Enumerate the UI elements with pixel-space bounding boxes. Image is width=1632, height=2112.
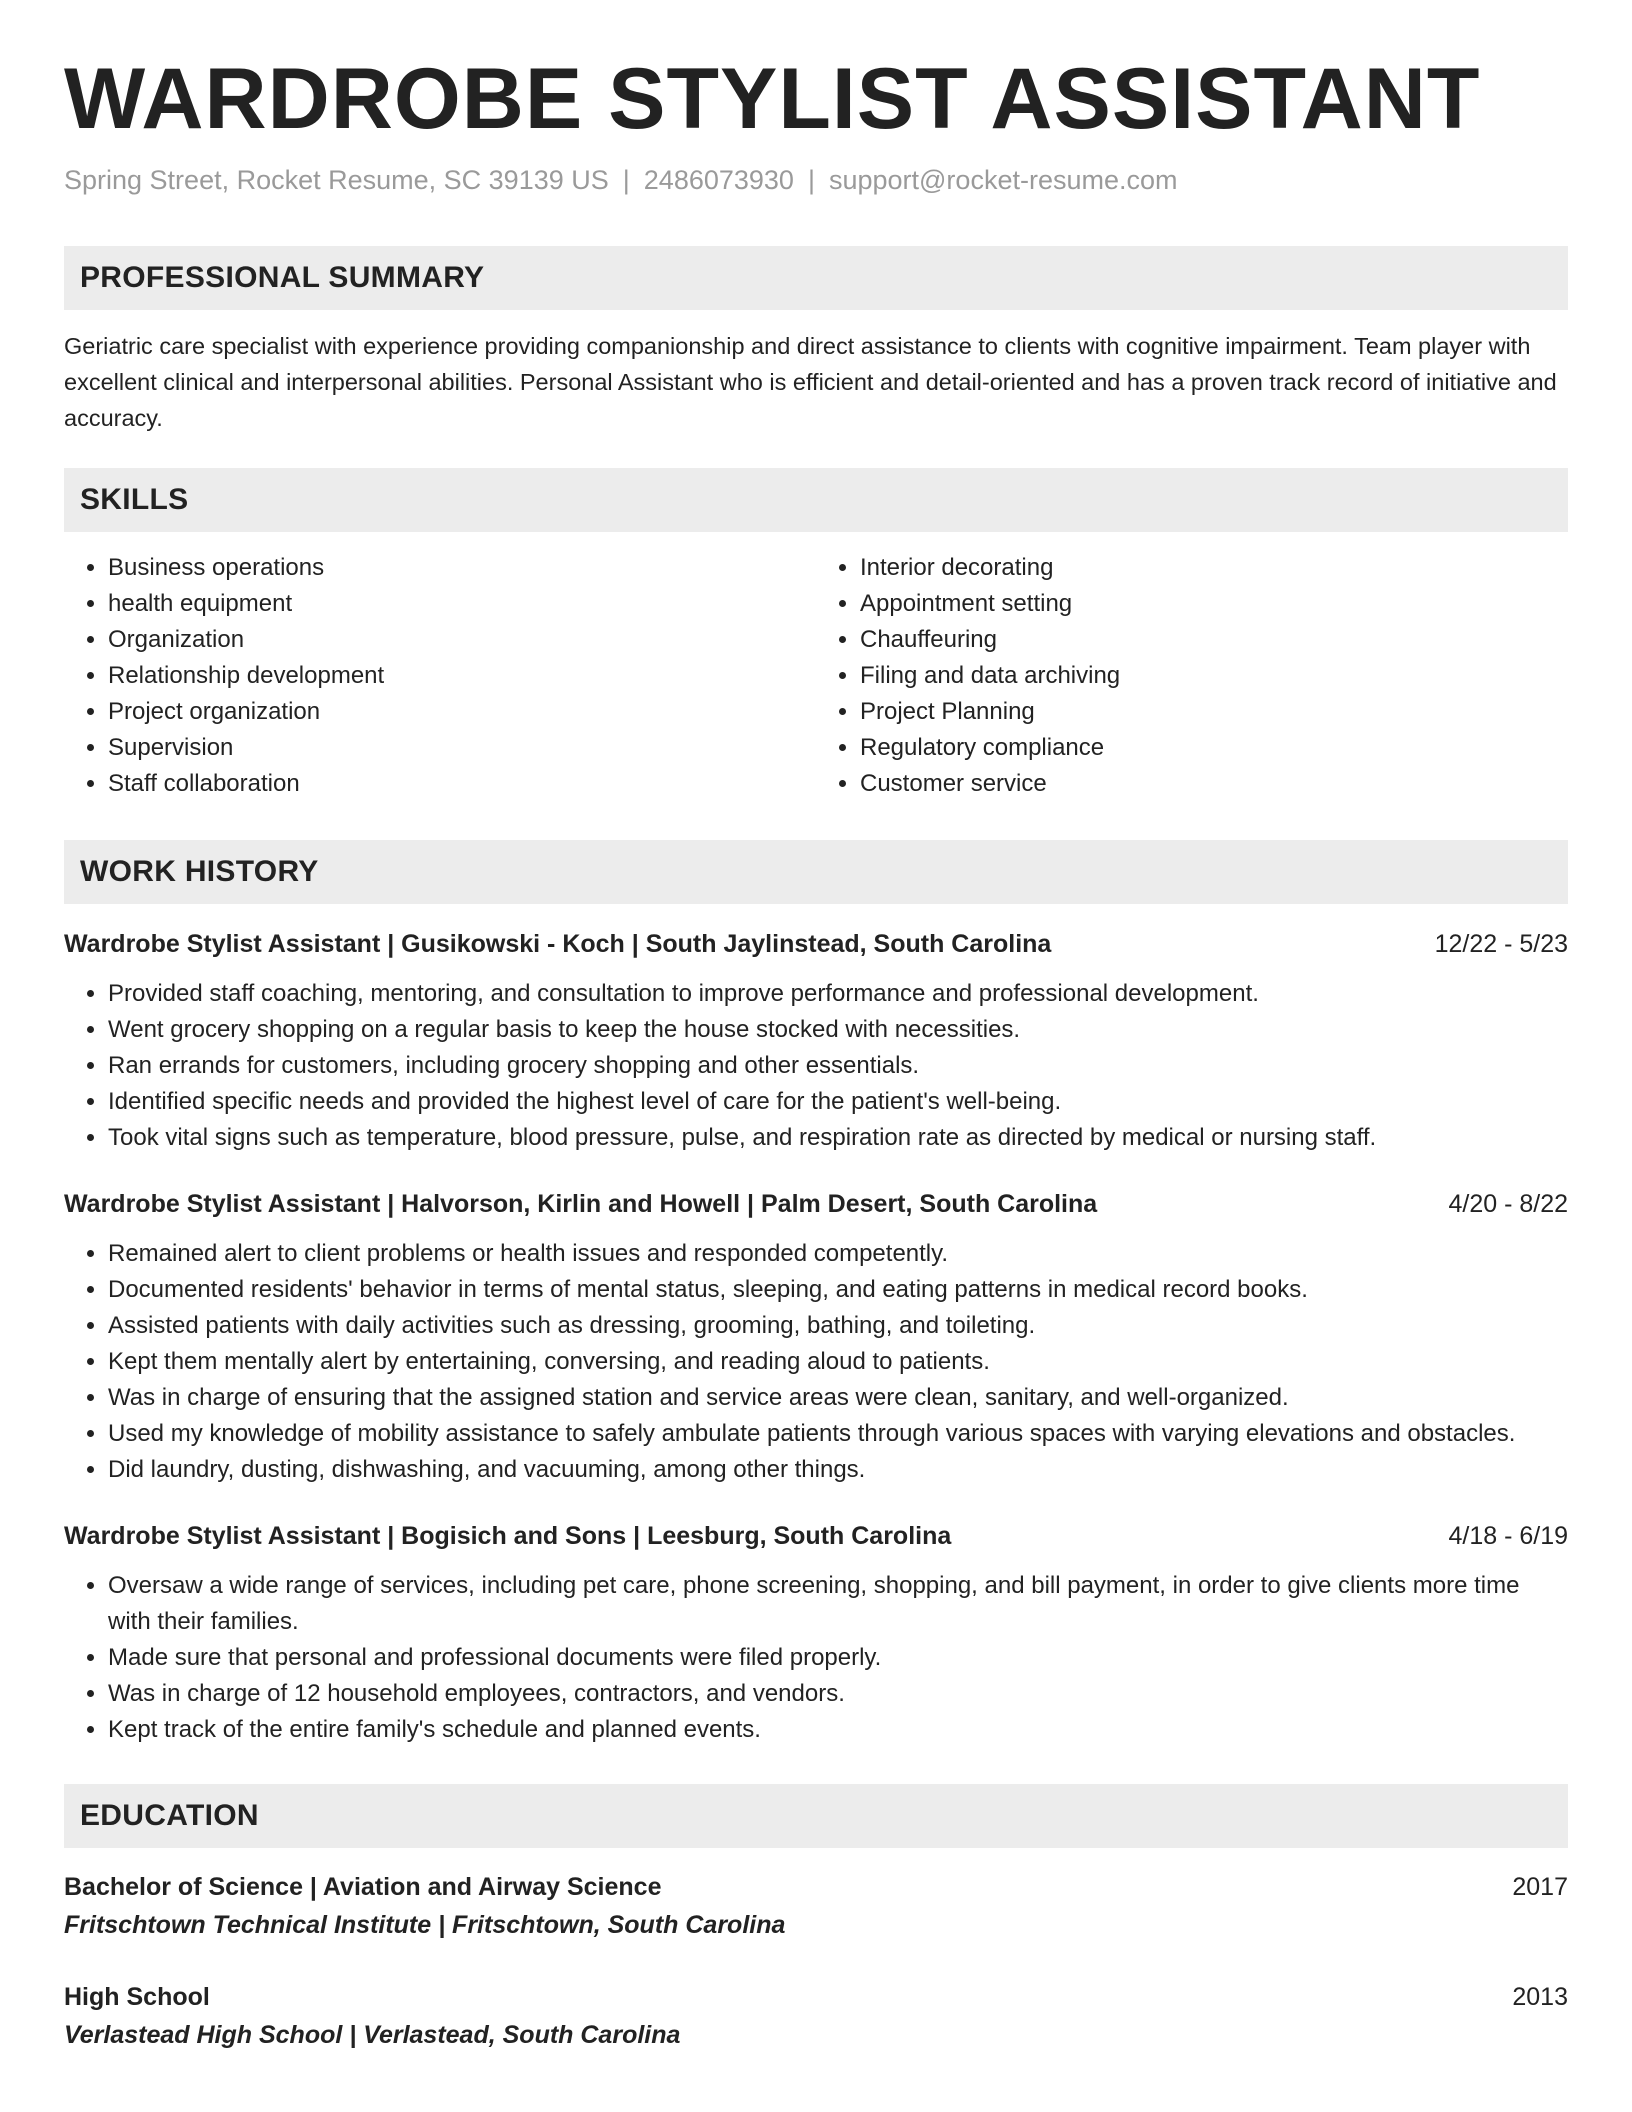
- education-year: 2017: [1512, 1873, 1568, 1902]
- job-entry: [64, 1186, 1568, 1488]
- job-bullet: • Took vital signs such as temperature, blood pressure, pulse, and respiration rate as directed by medical or nursing staff.: [108, 1120, 1568, 1156]
- section-header-skills: SKILLS: [64, 468, 1568, 532]
- education-degree: Bachelor of Science | Aviation and Airway Science: [64, 1873, 662, 1902]
- skill-item: • Filing and data archiving: [860, 658, 1568, 694]
- education-header: [64, 1978, 1568, 2016]
- skill-item: • Project organization: [108, 694, 816, 730]
- section-header-summary: PROFESSIONAL SUMMARY: [64, 246, 1568, 310]
- skill-item: • health equipment: [108, 586, 816, 622]
- job-dates: 12/22 - 5/23: [1434, 930, 1568, 959]
- job-bullet: • Documented residents' behavior in terms of mental status, sleeping, and eating patterns in medical record books.: [108, 1272, 1568, 1308]
- education-school: Fritschtown Technical Institute | Fritschtown, South Carolina: [64, 1911, 786, 1940]
- skill-item: • Customer service: [860, 766, 1568, 802]
- job-bullet: • Assisted patients with daily activities such as dressing, grooming, bathing, and toileting.: [108, 1308, 1568, 1344]
- contact-separator: |: [622, 165, 630, 195]
- job-bullet: • Used my knowledge of mobility assistance to safely ambulate patients through various spaces with varying elevations and obstacles.: [108, 1416, 1568, 1452]
- job-bullet: • Kept track of the entire family's schedule and planned events.: [108, 1712, 1568, 1748]
- skill-item: • Organization: [108, 622, 816, 658]
- job-bullet: • Provided staff coaching, mentoring, and consultation to improve performance and professional development.: [108, 976, 1568, 1012]
- contact-email: support@rocket-resume.com: [828, 165, 1178, 195]
- job-bullets: [64, 976, 1568, 1156]
- education-school: Verlastead High School | Verlastead, South Carolina: [64, 2021, 681, 2050]
- job-bullet: • Did laundry, dusting, dishwashing, and vacuuming, among other things.: [108, 1452, 1568, 1488]
- section-header-work-history: WORK HISTORY: [64, 840, 1568, 904]
- education-header: [64, 1868, 1568, 1906]
- section-header-education: EDUCATION: [64, 1784, 1568, 1848]
- education-entry: [64, 1868, 1568, 1944]
- education-entry: [64, 1978, 1568, 2054]
- skill-item: • Relationship development: [108, 658, 816, 694]
- summary-text: Geriatric care specialist with experience providing companionship and direct assistance to clients with cognitive impairment. Team player with excellent clinical and interpersonal abilities. Personal Assistant who is efficient and detail-oriented and has a proven track record of initiative and accuracy.: [64, 333, 1557, 432]
- job-header: [64, 926, 1568, 962]
- skill-item: • Chauffeuring: [860, 622, 1568, 658]
- education-year: 2013: [1512, 1983, 1568, 2012]
- job-bullet: • Remained alert to client problems or health issues and responded competently.: [108, 1236, 1568, 1272]
- job-bullets: [64, 1236, 1568, 1488]
- job-dates: 4/20 - 8/22: [1448, 1190, 1568, 1219]
- job-title: Wardrobe Stylist Assistant | Bogisich and Sons | Leesburg, South Carolina: [64, 1522, 952, 1551]
- skills-column-right: [816, 550, 1568, 802]
- job-header: [64, 1186, 1568, 1222]
- job-title: Wardrobe Stylist Assistant | Halvorson, Kirlin and Howell | Palm Desert, South Carolina: [64, 1190, 1098, 1219]
- skill-item: • Staff collaboration: [108, 766, 816, 802]
- skill-item: • Project Planning: [860, 694, 1568, 730]
- skill-item: • Appointment setting: [860, 586, 1568, 622]
- job-bullet: • Ran errands for customers, including grocery shopping and other essentials.: [108, 1048, 1568, 1084]
- job-bullets: [64, 1568, 1568, 1748]
- skills-column-left: [64, 550, 816, 802]
- job-dates: 4/18 - 6/19: [1448, 1522, 1568, 1551]
- job-bullet: • Made sure that personal and professional documents were filed properly.: [108, 1640, 1568, 1676]
- contact-separator: |: [807, 165, 815, 195]
- candidate-name: WARDROBE STYLIST ASSISTANT: [64, 51, 1481, 147]
- job-bullet: • Identified specific needs and provided the highest level of care for the patient's well-being.: [108, 1084, 1568, 1120]
- job-bullet: • Oversaw a wide range of services, including pet care, phone screening, shopping, and bill payment, in order to give clients more time with their families.: [108, 1568, 1568, 1640]
- job-entry: [64, 1518, 1568, 1748]
- skill-item: • Supervision: [108, 730, 816, 766]
- skill-item: • Business operations: [108, 550, 816, 586]
- job-bullet: • Was in charge of ensuring that the assigned station and service areas were clean, sanitary, and well-organized.: [108, 1380, 1568, 1416]
- contact-address: Spring Street, Rocket Resume, SC 39139 US: [64, 165, 609, 195]
- skill-item: • Interior decorating: [860, 550, 1568, 586]
- job-bullet: • Went grocery shopping on a regular basis to keep the house stocked with necessities.: [108, 1012, 1568, 1048]
- job-header: [64, 1518, 1568, 1554]
- job-title: Wardrobe Stylist Assistant | Gusikowski - Koch | South Jaylinstead, South Carolina: [64, 930, 1052, 959]
- skill-item: • Regulatory compliance: [860, 730, 1568, 766]
- job-bullet: • Was in charge of 12 household employees, contractors, and vendors.: [108, 1676, 1568, 1712]
- job-bullet: • Kept them mentally alert by entertaining, conversing, and reading aloud to patients.: [108, 1344, 1568, 1380]
- job-entry: [64, 926, 1568, 1156]
- contact-line: [64, 164, 1568, 196]
- skills-grid: [64, 550, 1568, 802]
- education-degree: High School: [64, 1983, 210, 2012]
- contact-phone: 2486073930: [643, 165, 794, 195]
